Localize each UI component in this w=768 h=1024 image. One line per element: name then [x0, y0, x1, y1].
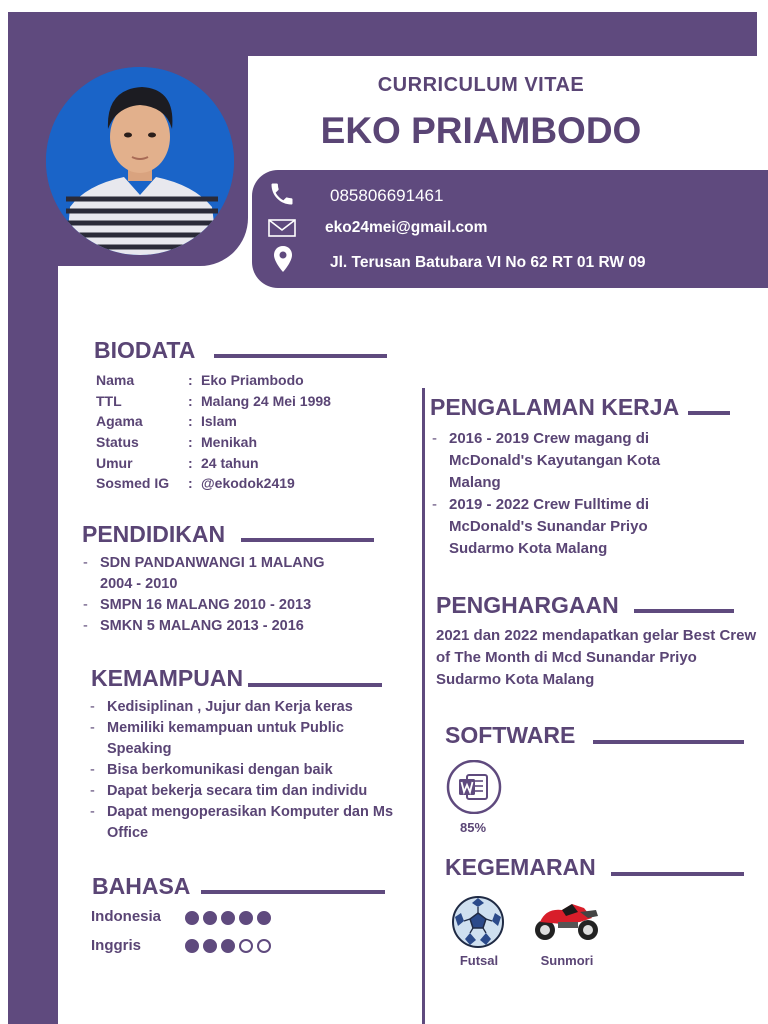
header-bar	[8, 12, 757, 56]
soccer-ball-icon	[451, 895, 505, 954]
biodata-row-sosmed	[96, 473, 416, 494]
list-item: - Dapat bekerja secara tim dan individu	[90, 781, 400, 802]
hobby-label: Sunmori	[540, 953, 594, 968]
language-name: Inggris	[91, 937, 142, 954]
mail-icon	[268, 219, 296, 242]
list-item: - Memiliki kemampuan untuk Public Speaking	[90, 718, 372, 760]
biodata-label: Nama	[96, 372, 135, 388]
biodata-label: Status	[96, 434, 139, 451]
biodata-title: BIODATA	[94, 337, 196, 363]
list-item: - SDN PANDANWANGI 1 MALANG 2004 - 2010	[83, 553, 350, 595]
biodata-value: @ekodok2419	[201, 475, 295, 492]
biodata-label: TTL	[96, 392, 122, 409]
biodata-row-agama	[96, 411, 416, 432]
pengalaman-rule	[688, 411, 730, 415]
biodata-row-nama	[96, 370, 416, 391]
level-dot-filled	[239, 911, 253, 925]
biodata-colon: :	[188, 434, 193, 451]
biodata-rule	[214, 354, 387, 358]
level-dot-empty	[257, 939, 271, 953]
kegemaran-rule	[611, 872, 744, 876]
level-dot-filled	[221, 911, 235, 925]
address: Jl. Terusan Batubara VI No 62 RT 01 RW 09	[330, 254, 646, 271]
list-item: - SMKN 5 MALANG 2013 - 2016	[83, 616, 383, 637]
list-item: - Dapat mengoperasikan Komputer dan Ms Office	[90, 802, 402, 844]
kemampuan-title: KEMAMPUAN	[91, 665, 244, 691]
email-address: eko24mei@gmail.com	[325, 219, 488, 236]
level-dot-filled	[203, 939, 217, 953]
biodata-colon: :	[188, 475, 193, 492]
software-rule	[593, 740, 744, 744]
biodata-label: Sosmed IG	[96, 475, 170, 492]
level-dot-filled	[185, 939, 199, 953]
person-name: EKO PRIAMBODO	[320, 110, 642, 151]
location-pin-icon	[273, 245, 293, 278]
pengalaman-title: PENGALAMAN KERJA	[430, 394, 680, 420]
phone-number: 085806691461	[330, 186, 444, 205]
motorcycle-icon	[532, 900, 602, 947]
level-dot-filled	[221, 939, 235, 953]
cv-title: CURRICULUM VITAE	[377, 74, 585, 96]
bahasa-title: BAHASA	[92, 873, 191, 899]
hobby-label: Futsal	[459, 953, 499, 968]
list-item: - Kedisiplinan , Jujur dan Kerja keras	[90, 697, 400, 718]
biodata-row-ttl	[96, 391, 416, 412]
pendidikan-title: PENDIDIKAN	[82, 521, 226, 547]
penghargaan-text: 2021 dan 2022 mendapatkan gelar Best Crew of The Month di Mcd Sunandar Priyo Sudarmo Kota Malang	[436, 627, 757, 688]
language-level-inggris	[185, 939, 271, 953]
list-item: - Bisa berkomunikasi dengan baik	[90, 760, 400, 781]
kegemaran-title: KEGEMARAN	[445, 854, 596, 880]
software-percent: 85%	[459, 820, 487, 835]
biodata-colon: :	[188, 392, 193, 409]
level-dot-filled	[257, 911, 271, 925]
biodata-colon: :	[188, 372, 193, 388]
pengalaman-list	[432, 428, 712, 560]
software-title: SOFTWARE	[445, 722, 576, 748]
pendidikan-rule	[241, 538, 374, 542]
bahasa-rule	[201, 890, 385, 894]
pendidikan-list	[83, 553, 383, 637]
language-level-indonesia	[185, 911, 271, 925]
kemampuan-rule	[248, 683, 382, 687]
biodata-value: Menikah	[201, 434, 258, 451]
biodata-value: Malang 24 Mei 1998	[201, 392, 331, 409]
biodata-value: Islam	[201, 413, 237, 430]
biodata-value: 24 tahun	[201, 454, 259, 471]
biodata-label: Umur	[96, 454, 133, 471]
kemampuan-list	[90, 697, 400, 844]
penghargaan-title: PENGHARGAAN	[436, 592, 619, 618]
penghargaan-rule	[634, 609, 734, 613]
column-divider	[422, 388, 425, 1024]
level-dot-empty	[239, 939, 253, 953]
biodata-label: Agama	[96, 413, 143, 430]
level-dot-filled	[203, 911, 217, 925]
biodata-colon: :	[188, 413, 193, 430]
biodata-colon: :	[188, 454, 193, 471]
profile-photo	[46, 67, 234, 255]
list-item: - 2016 - 2019 Crew magang di McDonald's Kayutangan Kota Malang	[432, 428, 699, 494]
biodata-value: Eko Priambodo	[201, 372, 304, 388]
word-icon	[445, 760, 503, 819]
biodata-table	[96, 370, 416, 494]
level-dot-filled	[185, 911, 199, 925]
phone-icon	[268, 180, 296, 213]
profile-photo-illustration	[46, 67, 234, 255]
language-name: Indonesia	[91, 908, 162, 925]
list-item: - SMPN 16 MALANG 2010 - 2013	[83, 595, 383, 616]
biodata-row-status	[96, 432, 416, 453]
biodata-row-umur	[96, 453, 416, 474]
list-item: - 2019 - 2022 Crew Fulltime di McDonald's Sunandar Priyo Sudarmo Kota Malang	[432, 494, 699, 560]
